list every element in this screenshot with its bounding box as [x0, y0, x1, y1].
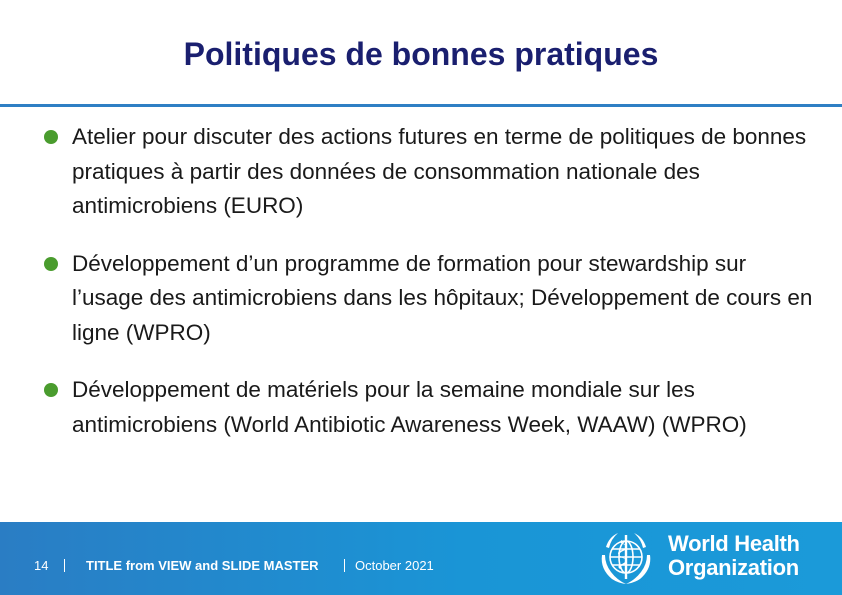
bullet-text: Atelier pour discuter des actions futures en terme de politiques de bonnes pratiques à partir des données de consommation nationale des antimicrobiens (EURO) — [72, 124, 807, 218]
footer-date: October 2021 — [355, 558, 434, 573]
footer-title: TITLE from VIEW and SLIDE MASTER — [86, 558, 319, 573]
bullet-item — [42, 373, 822, 442]
bullet-item — [42, 247, 822, 351]
who-logo-text — [668, 532, 838, 580]
bullet-list — [42, 120, 822, 465]
bullet-text: Développement de matériels pour la semaine mondiale sur les antimicrobiens (World Antibiotic Awareness Week, WAAW) (WPRO) — [72, 377, 747, 437]
title-divider — [0, 104, 842, 107]
footer-separator — [64, 559, 65, 572]
logo-line-1: World Health — [668, 531, 800, 556]
bullet-text: Développement d’un programme de formation pour stewardship sur l’usage des antimicrobiens dans les hôpitaux; Développement de cours en ligne (WPRO) — [72, 250, 813, 345]
bullet-dot-icon — [44, 257, 58, 271]
logo-line-2: Organization — [668, 555, 799, 580]
footer-separator — [344, 559, 345, 572]
bullet-dot-icon — [44, 383, 58, 397]
slide-title: Politiques de bonnes pratiques — [183, 36, 659, 72]
bullet-item — [42, 120, 822, 224]
page-number: 14 — [34, 558, 49, 573]
bullet-dot-icon — [44, 130, 58, 144]
who-emblem-icon — [592, 525, 660, 593]
footer-bar — [0, 522, 842, 595]
